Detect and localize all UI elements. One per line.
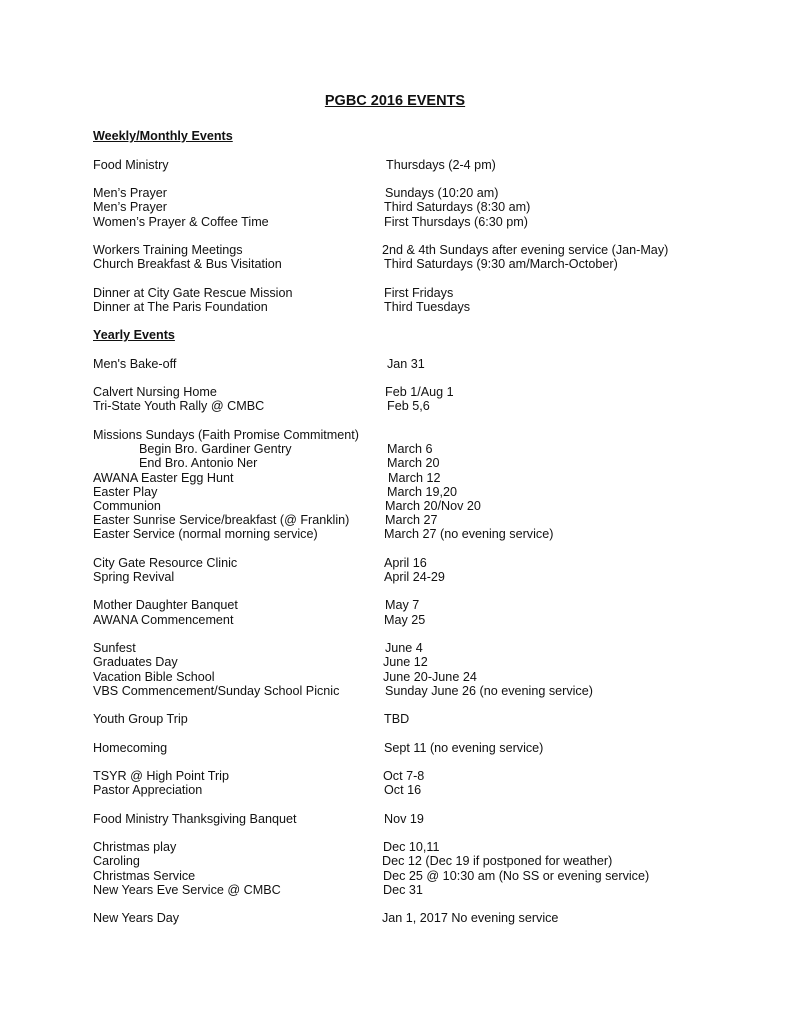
event-name: Easter Play	[93, 485, 158, 499]
event-name: Tri-State Youth Rally @ CMBC	[93, 399, 265, 413]
event-date: June 12	[383, 655, 428, 669]
event-name: Men’s Prayer	[93, 200, 167, 214]
event-name: Christmas Service	[93, 869, 196, 883]
event-date: June 4	[385, 641, 423, 655]
event-date: Thursdays (2-4 pm)	[386, 158, 496, 172]
event-name: Begin Bro. Gardiner Gentry	[139, 442, 292, 456]
event-date: Third Saturdays (8:30 am)	[384, 200, 531, 214]
event-name: New Years Eve Service @ CMBC	[93, 883, 281, 897]
event-date: Sundays (10:20 am)	[385, 186, 499, 200]
event-date: First Thursdays (6:30 pm)	[384, 215, 528, 229]
event-date: April 24-29	[384, 570, 445, 584]
event-date: Nov 19	[384, 812, 424, 826]
event-date: Sept 11 (no evening service)	[384, 741, 544, 755]
event-name: End Bro. Antonio Ner	[139, 456, 258, 470]
event-name: Communion	[93, 499, 161, 513]
event-date: March 12	[388, 471, 441, 485]
event-name: VBS Commencement/Sunday School Picnic	[93, 684, 340, 698]
event-name: Missions Sundays (Faith Promise Commitment)	[93, 428, 359, 442]
event-date: Dec 31	[383, 883, 423, 897]
event-date: March 27	[385, 513, 438, 527]
event-name: Women’s Prayer & Coffee Time	[93, 215, 269, 229]
event-date: Dec 12 (Dec 19 if postponed for weather)	[382, 854, 613, 868]
event-name: Sunfest	[93, 641, 136, 655]
event-name: Men's Bake-off	[93, 357, 177, 371]
event-name: Pastor Appreciation	[93, 783, 203, 797]
event-date: TBD	[384, 712, 410, 726]
event-date: Oct 16	[384, 783, 422, 797]
document-title-text: PGBC 2016 EVENTS	[324, 93, 466, 109]
event-date: Oct 7-8	[383, 769, 425, 783]
event-date: Dec 10,11	[383, 840, 440, 854]
event-date: April 16	[384, 556, 427, 570]
event-name: Food Ministry Thanksgiving Banquet	[93, 812, 297, 826]
event-date: Feb 1/Aug 1	[385, 385, 454, 399]
event-name: AWANA Commencement	[93, 613, 234, 627]
event-date: 2nd & 4th Sundays after evening service (Jan-May)	[382, 243, 669, 257]
event-date: First Fridays	[384, 286, 454, 300]
event-name: Workers Training Meetings	[93, 243, 243, 257]
event-name: Men’s Prayer	[93, 186, 167, 200]
event-date: Third Tuesdays	[384, 300, 471, 314]
event-date: March 20	[387, 456, 440, 470]
event-name: Caroling	[93, 854, 140, 868]
event-date: Third Saturdays (9:30 am/March-October)	[384, 257, 618, 271]
event-name: Easter Sunrise Service/breakfast (@ Franklin)	[93, 513, 350, 527]
event-name: Dinner at City Gate Rescue Mission	[93, 286, 293, 300]
event-name: New Years Day	[93, 911, 180, 925]
event-name: TSYR @ High Point Trip	[93, 769, 229, 783]
event-date: May 25	[384, 613, 426, 627]
event-name: Food Ministry	[93, 158, 169, 172]
event-name: Graduates Day	[93, 655, 178, 669]
event-name: Christmas play	[93, 840, 177, 854]
event-date: Feb 5,6	[387, 399, 430, 413]
event-name: Spring Revival	[93, 570, 175, 584]
event-name: Mother Daughter Banquet	[93, 598, 238, 612]
event-date: March 19,20	[387, 485, 458, 499]
event-date: Dec 25 @ 10:30 am (No SS or evening service)	[383, 869, 650, 883]
event-name: Homecoming	[93, 741, 168, 755]
event-name: Easter Service (normal morning service)	[93, 527, 318, 541]
event-date: Jan 1, 2017 No evening service	[382, 911, 559, 925]
event-name: AWANA Easter Egg Hunt	[93, 471, 234, 485]
event-date: March 6	[387, 442, 433, 456]
event-date: June 20-June 24	[383, 670, 477, 684]
document-title	[0, 93, 790, 109]
event-date: Jan 31	[387, 357, 425, 371]
event-name: Church Breakfast & Bus Visitation	[93, 257, 282, 271]
event-date: March 27 (no evening service)	[384, 527, 554, 541]
event-date: March 20/Nov 20	[385, 499, 481, 513]
event-name: City Gate Resource Clinic	[93, 556, 238, 570]
event-name: Youth Group Trip	[93, 712, 188, 726]
event-date: Sunday June 26 (no evening service)	[385, 684, 593, 698]
section-heading-weekly-monthly: Weekly/Monthly Events	[93, 129, 233, 143]
event-name: Calvert Nursing Home	[93, 385, 217, 399]
event-name: Dinner at The Paris Foundation	[93, 300, 268, 314]
event-date: May 7	[385, 598, 420, 612]
section-heading-yearly: Yearly Events	[93, 328, 175, 342]
event-name: Vacation Bible School	[93, 670, 215, 684]
